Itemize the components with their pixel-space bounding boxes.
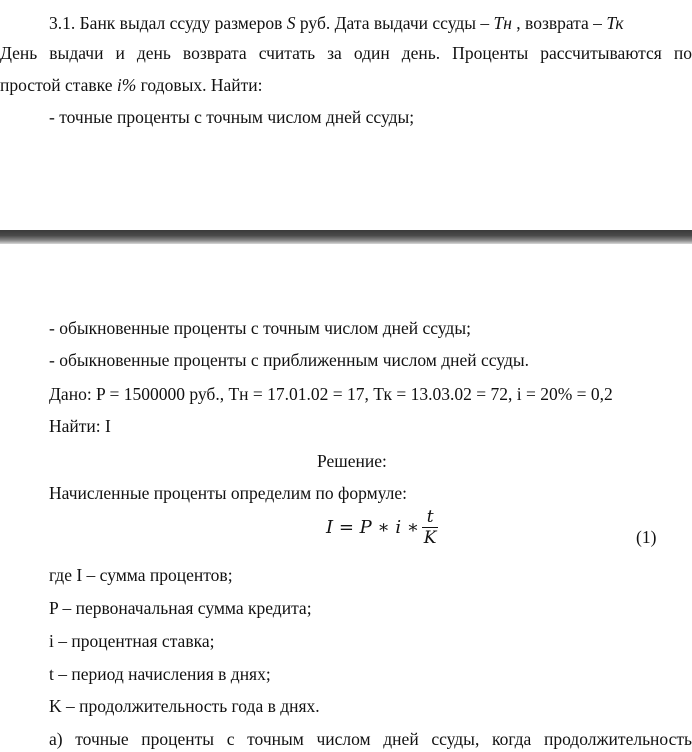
task-item-2: - обыкновенные проценты с точным числом дней ссуды; <box>49 318 471 338</box>
definition-item: t – период начисления в днях; <box>49 664 271 684</box>
problem-line-3: простой ставке i% годовых. Найти: <box>0 75 263 95</box>
solution-heading: Решение: <box>317 451 387 471</box>
definition-item: i – процентная ставка; <box>49 631 215 651</box>
var-Tk: Тк <box>606 13 624 33</box>
find-line: Найти: I <box>49 416 111 436</box>
task-item-1: - точные проценты с точным числом дней ссуды; <box>49 107 415 127</box>
formula-lhs: I = P ∗ i ∗ <box>326 517 420 538</box>
var-Tn: Тн <box>493 13 512 33</box>
problem-line-1: 3.1. Банк выдал ссуду размеров S руб. Дата выдачи ссуды – Тн , возврата – Тк <box>49 13 624 33</box>
formula-number: (1) <box>636 527 657 547</box>
formula-denominator: K <box>423 528 437 548</box>
var-rate: i% <box>116 75 137 95</box>
solution-intro: Начисленные проценты определим по формуле: <box>49 483 408 503</box>
problem-line-2: День выдачи и день возврата считать за один день. Проценты рассчитываются по <box>0 43 692 63</box>
part-a-line: а) точные проценты с точным числом дней ссуды, когда продолжительность <box>49 729 692 749</box>
definition-item: где I – сумма процентов; <box>49 565 233 585</box>
page-break-divider <box>0 230 692 244</box>
definition-item: P – первоначальная сумма кредита; <box>49 598 312 618</box>
interest-formula <box>326 508 438 547</box>
task-item-3: - обыкновенные проценты с приближенным числом дней ссуды. <box>49 350 529 370</box>
definition-item: K – продолжительность года в днях. <box>49 696 320 716</box>
formula-numerator: t <box>426 507 434 527</box>
formula-fraction <box>422 508 438 547</box>
var-S: S <box>286 13 296 33</box>
given-line: Дано: P = 1500000 руб., Тн = 17.01.02 = 17, Тк = 13.03.02 = 72, i = 20% = 0,2 <box>49 384 613 404</box>
